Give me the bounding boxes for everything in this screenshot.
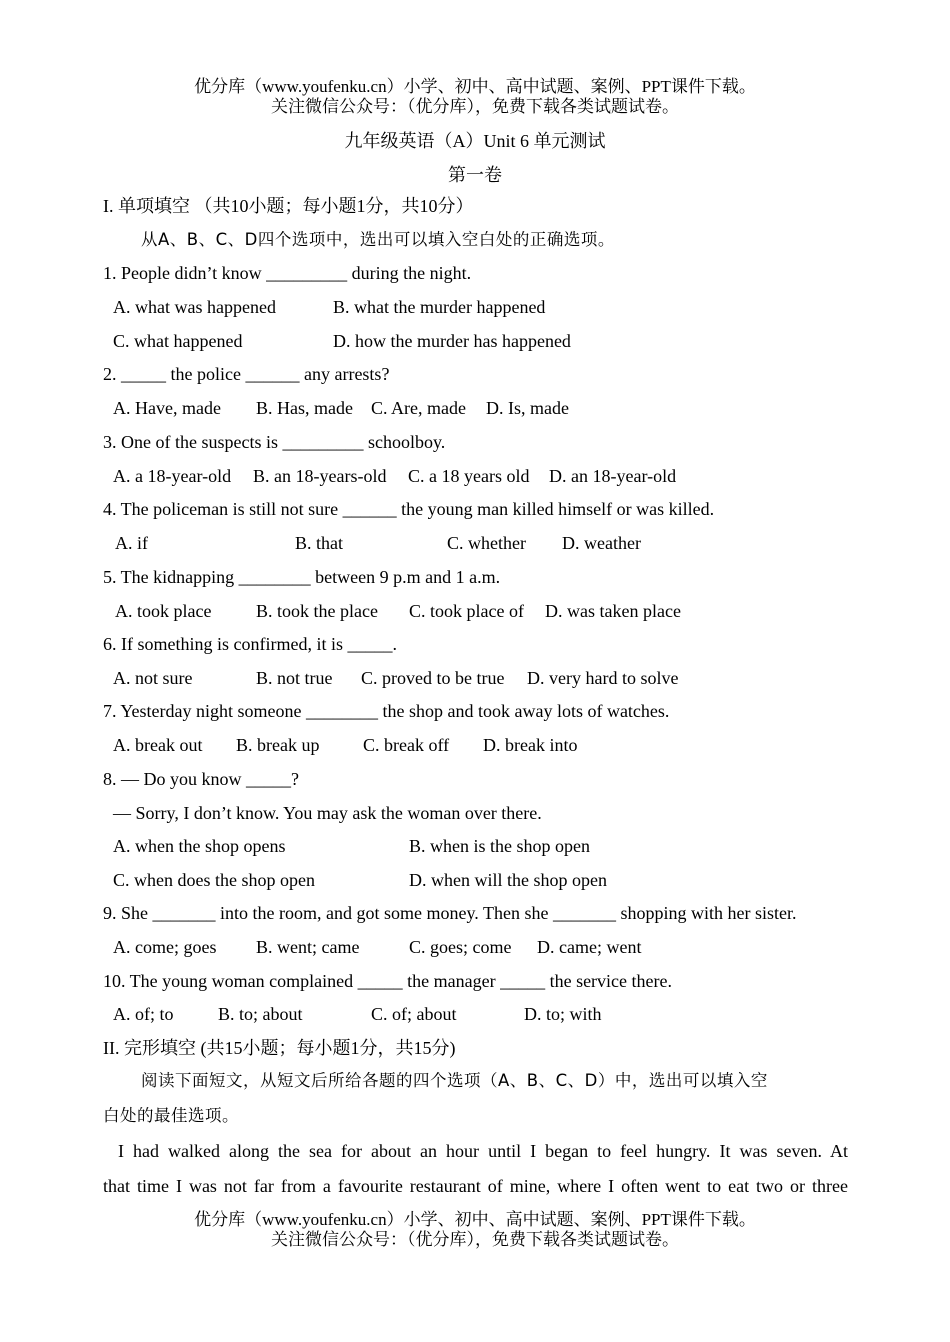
- option-d: D. was taken place: [545, 601, 681, 621]
- option-c: C. Are, made: [371, 398, 466, 418]
- section2-instruction-line1: 阅读下面短文，从短文后所给各题的四个选项（A、B、C、D）中，选出可以填入空: [141, 1071, 768, 1090]
- option-d: D. to; with: [524, 1004, 602, 1024]
- option-c: C. break off: [363, 735, 450, 755]
- option-c: C. what happened: [113, 331, 243, 351]
- option-a: A. not sure: [113, 668, 193, 688]
- option-c: C. whether: [447, 533, 526, 553]
- option-a: A. if: [115, 533, 148, 553]
- option-d: D. Is, made: [486, 398, 569, 418]
- question-stem-10: 10. The young woman complained _____ the manager _____ the service there.: [103, 971, 673, 991]
- footer-ad-line1: 优分库（www.youfenku.cn）小学、初中、高中试题、案例、PPT课件下载。: [194, 1210, 756, 1229]
- passage-line2: that time I was not far from a favourite restaurant of mine, where I often went to eat two or three: [103, 1176, 848, 1196]
- question-reply-8: — Sorry, I don’t know. You may ask the woman over there.: [113, 803, 542, 823]
- passage-line1: I had walked along the sea for about an hour until I began to feel hungry. It was seven. At: [118, 1141, 848, 1161]
- option-b: B. to; about: [218, 1004, 303, 1024]
- section1-heading: I. 单项填空 （共10小题；每小题1分，共10分）: [103, 196, 474, 216]
- option-c: C. proved to be true: [361, 668, 505, 688]
- question-stem-3: 3. One of the suspects is _________ schoolboy.: [103, 432, 446, 452]
- header-ad-line1: 优分库（www.youfenku.cn）小学、初中、高中试题、案例、PPT课件下载。: [194, 77, 756, 96]
- question-stem-2: 2. _____ the police ______ any arrests?: [103, 364, 390, 384]
- option-d: D. how the murder has happened: [333, 331, 571, 351]
- volume-label: 第一卷: [448, 165, 502, 185]
- option-b: B. what the murder happened: [333, 297, 546, 317]
- question-stem-5: 5. The kidnapping ________ between 9 p.m and 1 a.m.: [103, 567, 501, 587]
- header-ad-line2: 关注微信公众号：（优分库），免费下载各类试题试卷。: [271, 97, 679, 116]
- option-b: B. Has, made: [256, 398, 353, 418]
- option-a: A. of; to: [113, 1004, 174, 1024]
- section2-instruction-line2: 白处的最佳选项。: [103, 1106, 239, 1125]
- option-d: D. very hard to solve: [527, 668, 679, 688]
- option-b: B. an 18-years-old: [253, 466, 387, 486]
- section1-instruction: 从A、B、C、D四个选项中，选出可以填入空白处的正确选项。: [141, 230, 615, 249]
- option-d: D. an 18-year-old: [549, 466, 677, 486]
- option-b: B. took the place: [256, 601, 378, 621]
- option-b: B. not true: [256, 668, 333, 688]
- header-ad: [0, 77, 950, 117]
- footer-ad-line2: 关注微信公众号：（优分库），免费下载各类试题试卷。: [271, 1230, 679, 1249]
- question-stem-7: 7. Yesterday night someone ________ the shop and took away lots of watches.: [103, 701, 670, 721]
- option-c: C. when does the shop open: [113, 870, 315, 890]
- option-c: C. a 18 years old: [408, 466, 530, 486]
- option-a: A. when the shop opens: [113, 836, 286, 856]
- option-d: D. when will the shop open: [409, 870, 607, 890]
- option-a: A. come; goes: [113, 937, 217, 957]
- option-a: A. took place: [115, 601, 212, 621]
- option-a: A. a 18-year-old: [113, 466, 232, 486]
- option-c: C. of; about: [371, 1004, 457, 1024]
- footer-ad: [0, 1210, 950, 1250]
- option-c: C. took place of: [409, 601, 524, 621]
- option-a: A. what was happened: [113, 297, 276, 317]
- section2-heading: II. 完形填空 (共15小题；每小题1分，共15分): [103, 1038, 456, 1058]
- option-b: B. break up: [236, 735, 320, 755]
- option-c: C. goes; come: [409, 937, 512, 957]
- page-title: 九年级英语（A）Unit 6 单元测试: [344, 131, 606, 151]
- option-b: B. when is the shop open: [409, 836, 590, 856]
- question-stem-9: 9. She _______ into the room, and got some money. Then she _______ shopping with her sister.: [103, 903, 797, 923]
- option-d: D. break into: [483, 735, 578, 755]
- option-b: B. that: [295, 533, 343, 553]
- option-b: B. went; came: [256, 937, 360, 957]
- option-a: A. Have, made: [113, 398, 221, 418]
- question-stem-4: 4. The policeman is still not sure ______ the young man killed himself or was killed.: [103, 499, 715, 519]
- question-stem-8: 8. — Do you know _____?: [103, 769, 299, 789]
- question-stem-6: 6. If something is confirmed, it is _____.: [103, 634, 397, 654]
- option-d: D. came; went: [537, 937, 642, 957]
- option-a: A. break out: [113, 735, 203, 755]
- option-d: D. weather: [562, 533, 641, 553]
- question-stem-1: 1. People didn’t know _________ during the night.: [103, 263, 472, 283]
